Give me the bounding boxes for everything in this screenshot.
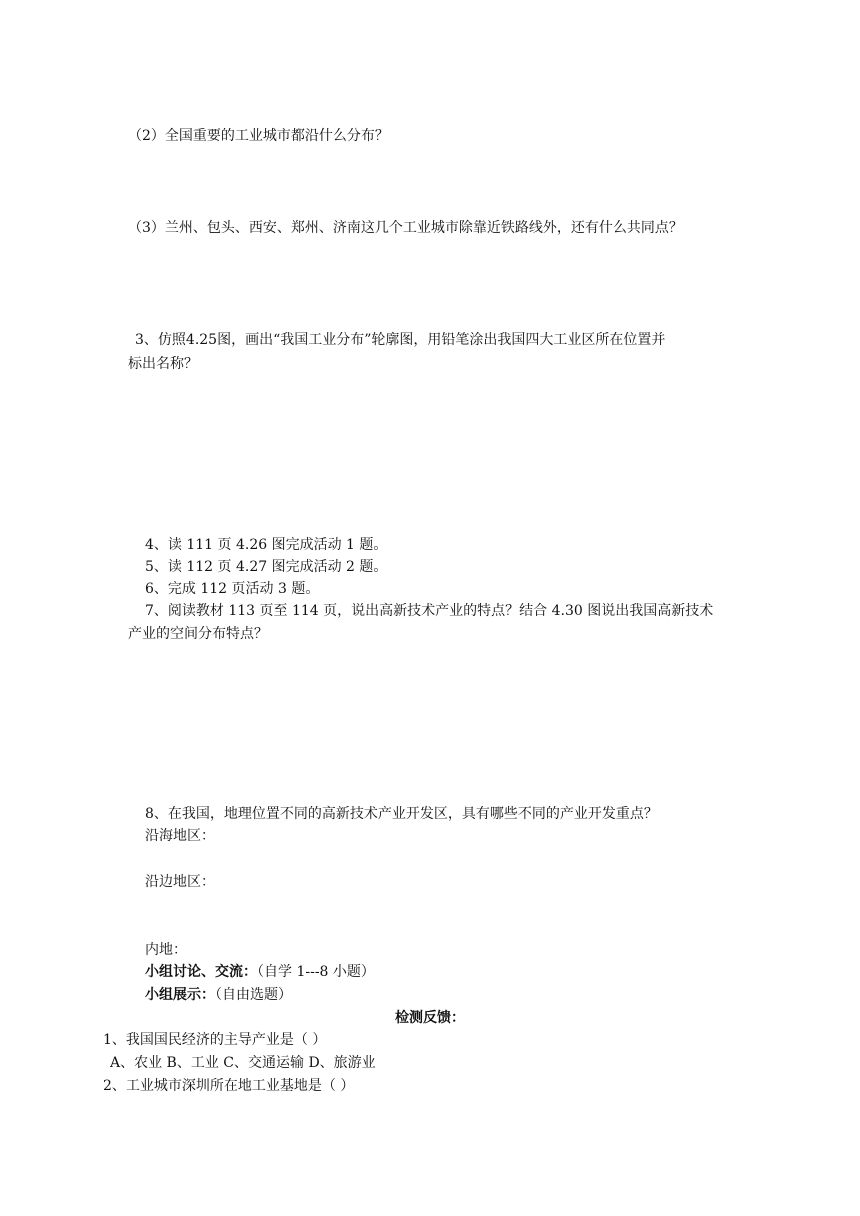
group-discussion-note: （自学 1---8 小题） [257,964,375,980]
question-4: 4、读 111 页 4.26 图完成活动 1 题。 [145,537,388,553]
group-discussion [145,962,375,982]
coastal-area-label: 沿海地区： [145,828,215,844]
feedback-question-1-options: A、农业 B、工业 C、交通运输 D、旅游业 [110,1055,376,1071]
group-presentation [145,985,292,1005]
question-3-line-1: 3、仿照4.25图，画出“我国工业分布”轮廓图，用铅笔涂出我国四大工业区所在位置并 [135,332,666,348]
question-7-line-2: 产业的空间分布特点？ [128,626,268,642]
border-area-label: 沿边地区： [145,874,215,890]
question-7-line-1: 7、阅读教材 113 页至 114 页，说出高新技术产业的特点？结合 4.30 图说出我国高新技术 [145,603,714,619]
group-presentation-note: （自由选题） [215,987,292,1003]
group-discussion-label: 小组讨论、交流： [145,964,257,980]
question-6: 6、完成 112 页活动 3 题。 [145,581,320,597]
question-2-3: （3）兰州、包头、西安、郑州、济南这几个工业城市除靠近铁路线外，还有什么共同点？ [128,220,683,236]
feedback-title: 检测反馈： [395,1010,465,1026]
question-2-2: （2）全国重要的工业城市都沿什么分布？ [128,128,389,144]
question-8: 8、在我国，地理位置不同的高新技术产业开发区，具有哪些不同的产业开发重点？ [145,806,658,822]
feedback-question-1: 1、我国国民经济的主导产业是（ ） [103,1032,327,1048]
group-presentation-label: 小组展示： [145,987,215,1003]
question-3-line-2: 标出名称？ [128,356,198,372]
feedback-question-2: 2、工业城市深圳所在地工业基地是（ ） [103,1078,355,1094]
inland-area-label: 内地： [145,942,187,958]
question-5: 5、读 112 页 4.27 图完成活动 2 题。 [145,559,388,575]
